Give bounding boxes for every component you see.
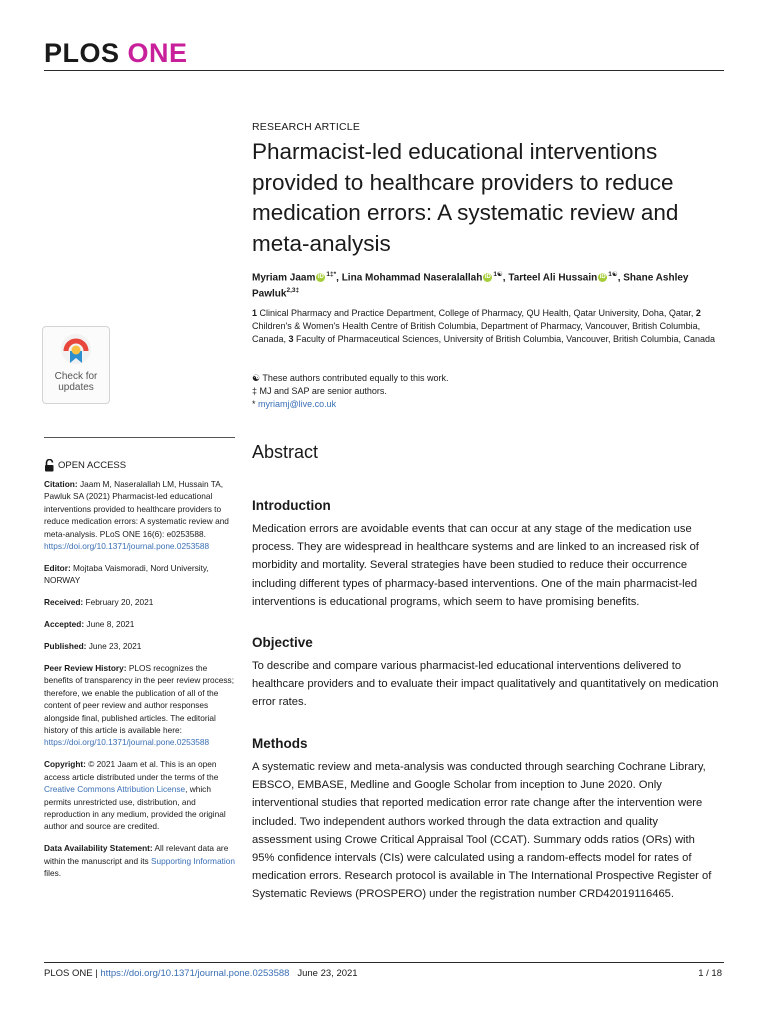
author-list [252, 268, 720, 301]
author-affil: 1☯ [608, 271, 618, 278]
author-name[interactable]: Myriam Jaam [252, 272, 316, 284]
affil-text: Faculty of Pharmaceutical Sciences, University of British Columbia, Vancouver, British Columbia, Canada [293, 334, 716, 344]
supporting-info-link[interactable]: Supporting Information [151, 855, 235, 866]
orcid-icon[interactable]: iD [317, 274, 324, 281]
correspondence-note: * myriamj@live.co.uk [252, 399, 337, 409]
affil-text: Clinical Pharmacy and Practice Department, College of Pharmacy, QU Health, Qatar University, Doha, Qatar, [257, 308, 696, 318]
citation-doi-link[interactable]: https://doi.org/10.1371/journal.pone.0253588 [44, 541, 210, 552]
methods-text: A systematic review and meta-analysis was conducted through searching Cochrane Library, EBSCO, EMBASE, Medline and Google Scholar from inception to June 2020. Only interventional studies that reported medication error rate change after the intervention were included. Two independent authors worked through the data extraction and quality assessment using Crowe Critical Appraisal Tool (CCAT). Summary odds ratios (ORs) with 95% confidence intervals (CIs) were calculated using a random-effects model for rates of medication errors. Research protocol is available in The International Prospective Register of Systematic Reviews (PROSPERO) under the registration number CRD42019116465. [252, 761, 712, 901]
article-title: Pharmacist-led educational interventions provided to healthcare providers to reduce medication errors: A systematic review and meta-analysis [252, 139, 679, 256]
received-date: Received: February 20, 2021 [44, 597, 154, 608]
sidebar-divider [44, 437, 235, 438]
footer-citation: PLOS ONE | https://doi.org/10.1371/journal.pone.0253588 June 23, 2021 [44, 968, 358, 979]
affil-number: 3 [288, 334, 294, 344]
orcid-icon[interactable]: iD [484, 274, 491, 281]
check-updates-icon [60, 333, 92, 365]
logo-plos: PLOS [44, 38, 120, 68]
license-link[interactable]: Creative Commons Attribution License [44, 784, 186, 795]
editor: Editor: Mojtaba Vaismoradi, Nord University, NORWAY [44, 562, 209, 586]
check-for-updates-button[interactable] [42, 326, 110, 404]
footer-divider [44, 962, 724, 963]
abstract-heading: Abstract [252, 442, 319, 462]
logo-one: ONE [127, 38, 188, 68]
author-name[interactable]: , Shane Ashley Pawluk [252, 272, 689, 300]
methods-heading: Methods [252, 736, 308, 751]
peer-review-history: Peer Review History: PLOS recognizes the benefits of transparency in the peer review process; therefore, we enable the publication of all of the content of peer review and author responses alongside final, published articles. The editorial history of this article is available here: https://doi.org/10.1371/journal.pone.0253588 [44, 662, 235, 748]
peer-review-link[interactable]: https://doi.org/10.1371/journal.pone.0253588 [44, 737, 210, 748]
footer-doi-link[interactable]: https://doi.org/10.1371/journal.pone.0253588 [100, 968, 290, 979]
open-lock-icon [44, 459, 55, 472]
published-date: Published: June 23, 2021 [44, 641, 142, 652]
objective-heading: Objective [252, 635, 313, 650]
open-access-label: OPEN ACCESS [44, 459, 126, 472]
author-notes [252, 372, 722, 411]
header-divider [44, 70, 724, 71]
footer-date: June 23, 2021 [297, 968, 358, 979]
author-affil: 1‡* [326, 271, 337, 278]
data-availability: Data Availability Statement: All relevant data are within the manuscript and its Supporting Information files. [44, 843, 235, 879]
sidebar-metadata [44, 478, 238, 889]
senior-author-note: ‡ MJ and SAP are senior authors. [252, 386, 387, 396]
affiliations [252, 307, 722, 346]
orcid-icon[interactable]: iD [599, 274, 606, 281]
objective-text: To describe and compare various pharmacist-led educational interventions delivered to healthcare providers and to evaluate their impact qualitatively and quantitatively on medication error rates. [252, 660, 719, 709]
affil-number: 2 [695, 308, 701, 318]
copyright: Copyright: © 2021 Jaam et al. This is an open access article distributed under the terms of the Creative Commons Attribution License, which permits unrestricted use, distribution, and reproduction in any medium, provided the original author and source are credited. [44, 759, 226, 832]
accepted-date: Accepted: June 8, 2021 [44, 619, 135, 630]
affil-text: Children's & Women's Health Centre of British Columbia, Department of Pharmacy, Vancouver, British Columbia, Canada, [252, 321, 701, 344]
plos-one-logo[interactable] [44, 38, 188, 68]
author-name[interactable]: , Tarteel Ali Hussain [502, 272, 598, 284]
introduction-heading: Introduction [252, 498, 331, 513]
badge-label: Check for updates [54, 371, 98, 393]
author-affil: 1☯ [493, 271, 503, 278]
author-affil: 2,3‡ [286, 287, 300, 295]
article-type: RESEARCH ARTICLE [252, 121, 361, 133]
email-link[interactable]: myriamj@live.co.uk [258, 399, 337, 409]
citation: Citation: Jaam M, Naseralallah LM, Hussain TA, Pawluk SA (2021) Pharmacist-led educational interventions provided to healthcare providers to reduce medication errors: A systematic review and meta-analysis. PLoS ONE 16(6): e0253588. https://doi.org/10.1371/journal.pone.0253588 [44, 479, 229, 552]
author-name[interactable]: , Lina Mohammad Naseralallah [336, 272, 483, 284]
equal-contribution-note: ☯ These authors contributed equally to this work. [252, 373, 449, 383]
page-number: 1 / 18 [698, 968, 722, 979]
affil-number: 1 [252, 308, 258, 318]
introduction-text: Medication errors are avoidable events that can occur at any stage of the medication use process. They are widespread in healthcare systems and are linked to an increased risk of morbidity and mortality. Several strategies have been studied to reduce their occurrence including different types of pharmacy-based interventions. One of the main pharmacist-led interventions is educational programs, which seem to have promising benefits. [252, 523, 699, 608]
